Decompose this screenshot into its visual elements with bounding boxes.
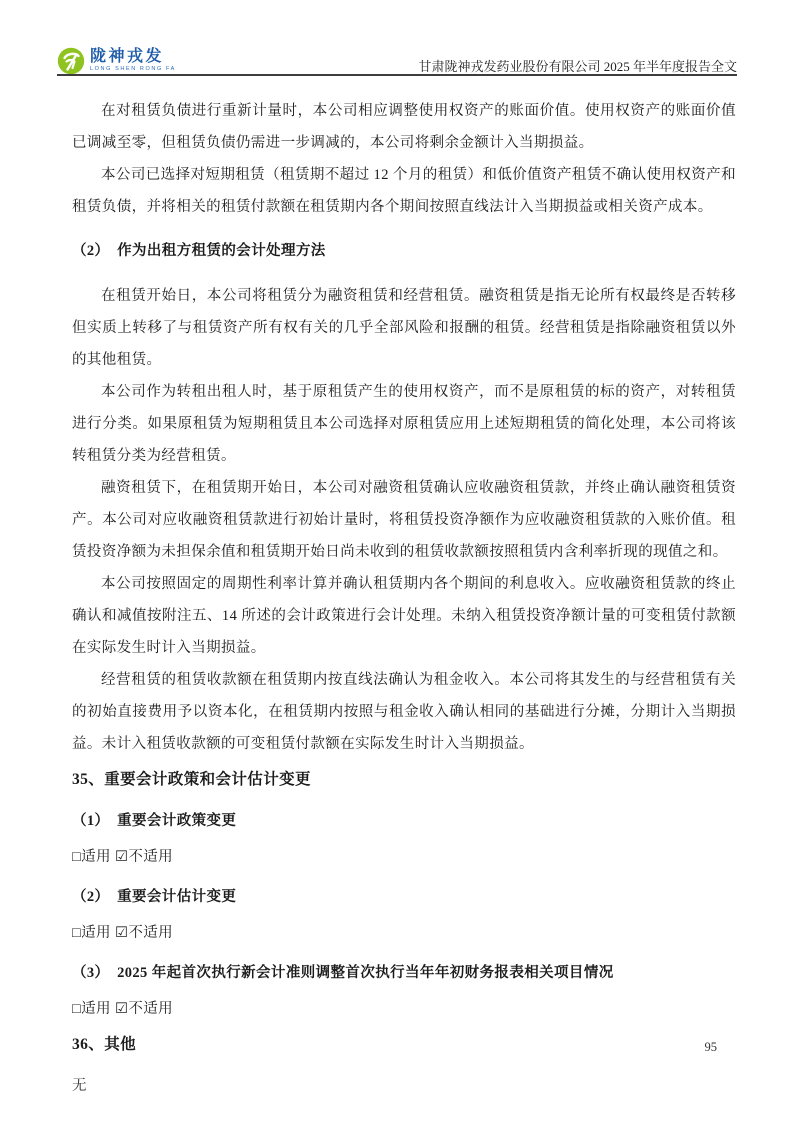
section-main-heading: 35、重要会计政策和会计估计变更 bbox=[72, 771, 311, 788]
plain-text-line: 无 bbox=[72, 1078, 87, 1094]
paragraph: 在对租赁负债进行重新计量时，本公司相应调整使用权资产的账面价值。使用权资产的账面价值已调减至零，但租赁负债仍需进一步调减的，本公司将剩余金额计入当期损益。 bbox=[72, 103, 736, 151]
paragraph: 本公司作为转租出租人时，基于原租赁产生的使用权资产，而不是原租赁的标的资产，对转租赁进行分类。如果原租赁为短期租赁且本公司选择对原租赁应用上述短期租赁的简化处理，本公司将该转租赁分类为经营租赁。 bbox=[72, 384, 736, 464]
applicability-checkbox-line: □适用 ☑不适用 bbox=[72, 925, 174, 941]
paragraph: 本公司已选择对短期租赁（租赁期不超过 12 个月的租赁）和低价值资产租赁不确认使用权资产和租赁负债，并将相关的租赁付款额在租赁期内各个期间按照直线法计入当期损益或相关资产成本。 bbox=[72, 167, 736, 215]
applicability-checkbox-line: □适用 ☑不适用 bbox=[72, 849, 174, 865]
section-item-heading: （2） 重要会计估计变更 bbox=[72, 889, 237, 905]
document-body bbox=[72, 0, 736, 1102]
company-logo-name: 陇神戎发 bbox=[90, 48, 165, 66]
paragraph: 融资租赁下，在租赁期开始日，本公司对融资租赁确认应收融资租赁款，并终止确认融资租赁资产。本公司对应收融资租赁款进行初始计量时，将租赁投资净额作为应收融资租赁款的入账价值。租赁投资净额为未担保余值和租赁期开始日尚未收到的租赁收款额按照租赁内含利率折现的现值之和。 bbox=[72, 480, 736, 560]
section-item-heading: （1） 重要会计政策变更 bbox=[72, 813, 237, 829]
section-sub-heading: （2） 作为出租方租赁的会计处理方法 bbox=[72, 243, 326, 259]
section-item-heading: （3） 2025 年起首次执行新会计准则调整首次执行当年年初财务报表相关项目情况 bbox=[72, 965, 614, 981]
paragraph: 在租赁开始日，本公司将租赁分为融资租赁和经营租赁。融资租赁是指无论所有权最终是否转移但实质上转移了与租赁资产所有权有关的几乎全部风险和报酬的租赁。经营租赁是指除融资租赁以外的其他租赁。 bbox=[72, 288, 736, 368]
applicability-checkbox-line: □适用 ☑不适用 bbox=[72, 1001, 174, 1017]
paragraph: 经营租赁的租赁收款额在租赁期内按直线法确认为租金收入。本公司将其发生的与经营租赁有关的初始直接费用予以资本化，在租赁期内按照与租金收入确认相同的基础进行分摊，分期计入当期损益。未计入租赁收款额的可变租赁付款额在实际发生时计入当期损益。 bbox=[72, 672, 736, 752]
page-number: 95 bbox=[704, 1040, 717, 1054]
report-title: 甘肃陇神戎发药业股份有限公司 2025 年半年度报告全文 bbox=[418, 59, 737, 74]
company-logo-subtitle: LONG SHEN RONG FA bbox=[90, 66, 176, 73]
section-main-heading: 36、其他 bbox=[72, 1036, 137, 1053]
paragraph: 本公司按照固定的周期性利率计算并确认租赁期内各个期间的利息收入。应收融资租赁款的终止确认和减值按附注五、14 所述的会计政策进行会计处理。未纳入租赁投资净额计量的可变租赁付款额在实际发生时计入当期损益。 bbox=[72, 576, 736, 656]
